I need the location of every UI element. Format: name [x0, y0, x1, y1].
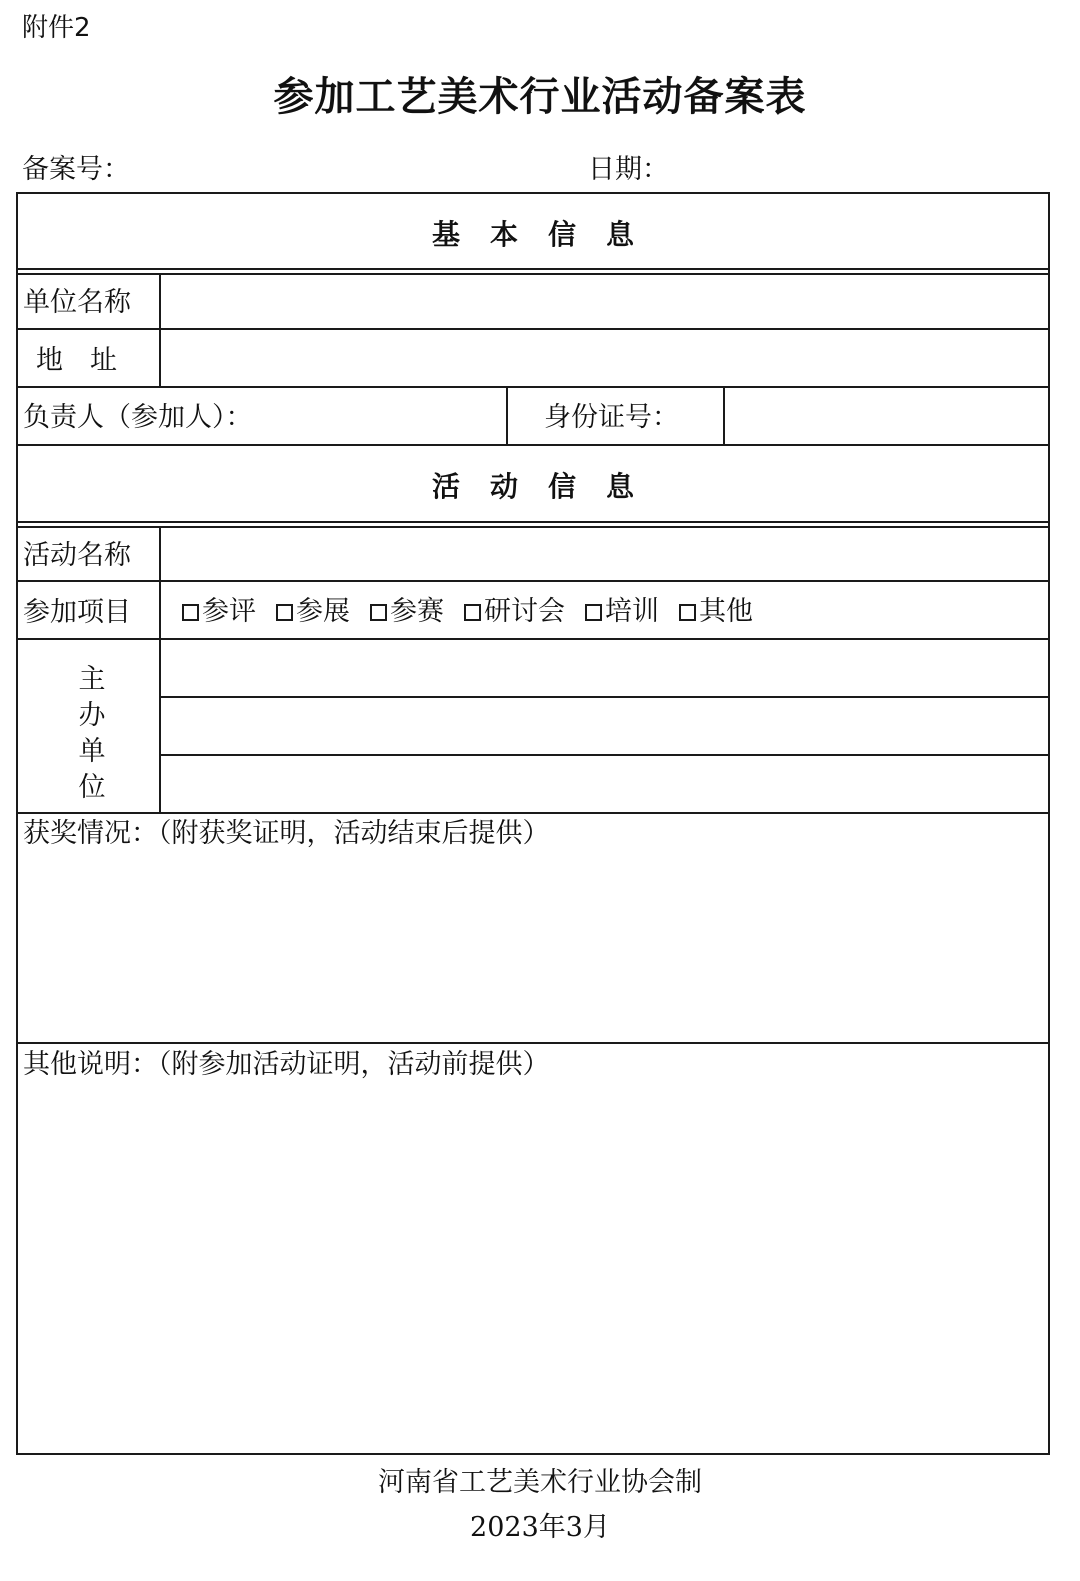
participation-option-training[interactable]	[585, 594, 659, 630]
person-activity-divider	[16, 444, 1050, 446]
unit-name-field[interactable]	[161, 274, 1048, 328]
activity-label-column-divider	[159, 528, 161, 812]
id-number-label: 身份证号：	[544, 402, 679, 433]
registration-form	[16, 192, 1050, 1455]
activity-name-label: 活动名称	[23, 540, 131, 571]
option-label: 参赛	[390, 596, 444, 627]
activity-name-field[interactable]	[161, 528, 1048, 580]
basic-label-column-divider	[159, 274, 161, 386]
awards-other-divider	[16, 1042, 1050, 1044]
participation-options	[182, 594, 753, 630]
person-id-divider	[506, 386, 508, 444]
activity-participation-divider	[16, 580, 1050, 582]
participation-option-exhibition[interactable]	[276, 594, 350, 630]
checkbox-icon	[276, 604, 293, 621]
option-label: 研讨会	[484, 596, 565, 627]
activity-info-heading: 活动信息	[431, 470, 664, 503]
person-label: 负责人（参加人）：	[23, 402, 253, 433]
participation-option-competition[interactable]	[370, 594, 444, 630]
border-bottom	[16, 1453, 1050, 1455]
participation-label: 参加项目	[23, 597, 131, 628]
footer-date: 2023年3月	[470, 1512, 610, 1543]
page-title: 参加工艺美术行业活动备案表	[273, 74, 807, 120]
id-number-field[interactable]	[725, 388, 1048, 442]
participation-option-other[interactable]	[679, 594, 753, 630]
participation-option-seminar[interactable]	[464, 594, 565, 630]
organizer-field-2[interactable]	[161, 698, 1048, 754]
checkbox-icon	[585, 604, 602, 621]
basic-info-double-line-1	[16, 268, 1050, 270]
checkbox-icon	[370, 604, 387, 621]
checkbox-icon	[182, 604, 199, 621]
person-field[interactable]	[306, 388, 504, 442]
unit-name-label: 单位名称	[23, 287, 131, 318]
organizer-field-1[interactable]	[161, 640, 1048, 696]
option-label: 培训	[605, 596, 659, 627]
other-notes-field[interactable]	[18, 1086, 1048, 1452]
organizer-label: 主办单位	[78, 664, 106, 803]
organizer-field-3[interactable]	[161, 756, 1048, 812]
checkbox-icon	[464, 604, 481, 621]
date-label: 日期：	[588, 154, 669, 185]
organizer-awards-divider	[16, 812, 1050, 814]
address-label: 地 址	[36, 345, 117, 376]
awards-field[interactable]	[18, 854, 1048, 1042]
option-label: 参评	[202, 596, 256, 627]
basic-info-heading: 基本信息	[431, 218, 664, 251]
other-notes-label: 其他说明：（附参加活动证明，活动前提供）	[23, 1049, 550, 1080]
participation-option-evaluation[interactable]	[182, 594, 256, 630]
awards-label: 获奖情况：（附获奖证明，活动结束后提供）	[23, 818, 550, 849]
border-top	[16, 192, 1050, 194]
attachment-label: 附件2	[22, 13, 91, 43]
activity-info-double-line-1	[16, 521, 1050, 523]
footer-organization: 河南省工艺美术行业协会制	[378, 1467, 702, 1498]
address-field[interactable]	[161, 330, 1048, 386]
option-label: 参展	[296, 596, 350, 627]
record-number-label: 备案号：	[22, 154, 130, 185]
checkbox-icon	[679, 604, 696, 621]
option-label: 其他	[699, 596, 753, 627]
border-right	[1048, 192, 1050, 1455]
